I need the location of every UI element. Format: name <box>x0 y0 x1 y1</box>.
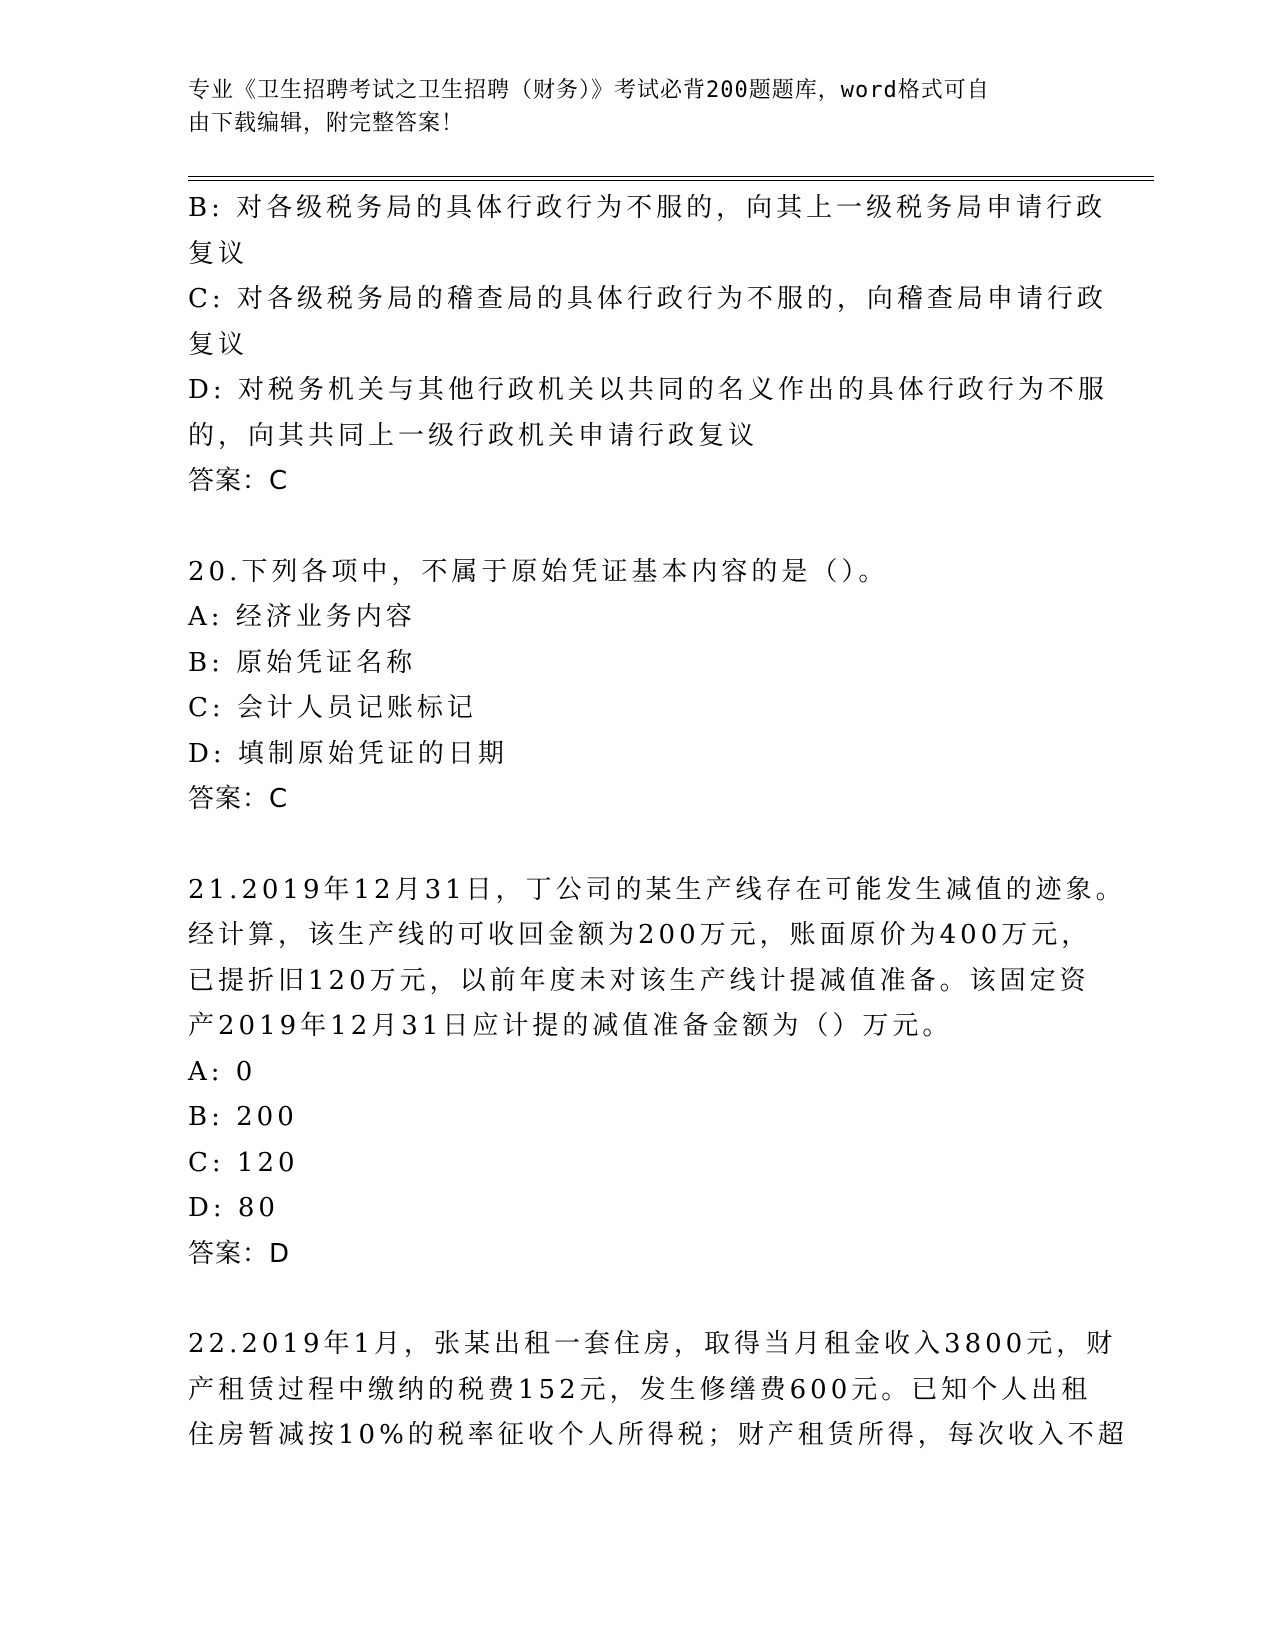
spacer <box>188 505 1088 550</box>
question-22-block <box>188 1322 1128 1459</box>
document-body <box>188 186 1128 1459</box>
q21-option-a: A: 0 <box>188 1056 257 1087</box>
header-line-2: 由下载编辑，附完整答案！ <box>188 111 465 136</box>
q19-answer: 答案：C <box>188 466 289 496</box>
spacer <box>188 823 1088 868</box>
q20-option-a: A: 经济业务内容 <box>188 602 416 632</box>
question-21-block <box>188 868 1126 1278</box>
q21-question-line-2: 经计算，该生产线的可收回金额为200万元，账面原价为400万元， <box>188 920 1092 950</box>
q21-answer: 答案：D <box>188 1238 291 1269</box>
q21-question-line-3: 已提折旧120万元，以前年度未对该生产线计提减值准备。该固定资 <box>188 965 1090 996</box>
question-20-block <box>188 550 1088 823</box>
q21-option-c: C: 120 <box>188 1147 299 1178</box>
spacer <box>188 1277 1088 1322</box>
q19-option-d-line-1: D: 对税务机关与其他行政机关以共同的名义作出的具体行政行为不服 <box>188 375 1108 405</box>
q22-question-line-2: 产租赁过程中缴纳的税费152元，发生修缮费600元。已知个人出租 <box>188 1374 1092 1405</box>
q20-option-c: C: 会计人员记账标记 <box>188 693 477 723</box>
q21-question-line-4: 产2019年12月31日应计提的减值准备金额为（）万元。 <box>188 1011 953 1041</box>
q21-option-b: B: 200 <box>188 1102 298 1132</box>
header-line-1: 专业《卫生招聘考试之卫生招聘（财务）》考试必背200题题库，word格式可自 <box>188 78 990 103</box>
q19-option-b-line-2: 复议 <box>188 238 249 269</box>
document-header <box>188 74 1088 140</box>
q20-question: 20.下列各项中，不属于原始凭证基本内容的是（）。 <box>188 556 889 587</box>
q20-option-d: D: 填制原始凭证的日期 <box>188 738 508 769</box>
q22-question-line-1: 22.2019年1月，张某出租一套住房，取得当月租金收入3800元，财 <box>188 1329 1117 1359</box>
q20-answer: 答案：C <box>188 784 289 814</box>
q20-option-b: B: 原始凭证名称 <box>188 647 417 678</box>
header-divider <box>188 176 1154 181</box>
q19-option-c-line-1: C: 对各级税务局的稽查局的具体行政行为不服的，向稽查局申请行政 <box>188 284 1107 314</box>
q21-question-line-1: 21.2019年12月31日，丁公司的某生产线存在可能发生减值的迹象。 <box>188 874 1126 905</box>
q21-option-d: D: 80 <box>188 1193 279 1223</box>
q19-option-c-line-2: 复议 <box>188 329 249 360</box>
q19-option-b-line-1: B: 对各级税务局的具体行政行为不服的，向其上一级税务局申请行政 <box>188 193 1107 223</box>
q19-option-d-line-2: 的，向其共同上一级行政机关申请行政复议 <box>188 420 759 451</box>
question-19-block <box>188 186 1108 505</box>
q22-question-line-3: 住房暂减按10%的税率征收个人所得税；财产租赁所得，每次收入不超 <box>188 1420 1128 1450</box>
